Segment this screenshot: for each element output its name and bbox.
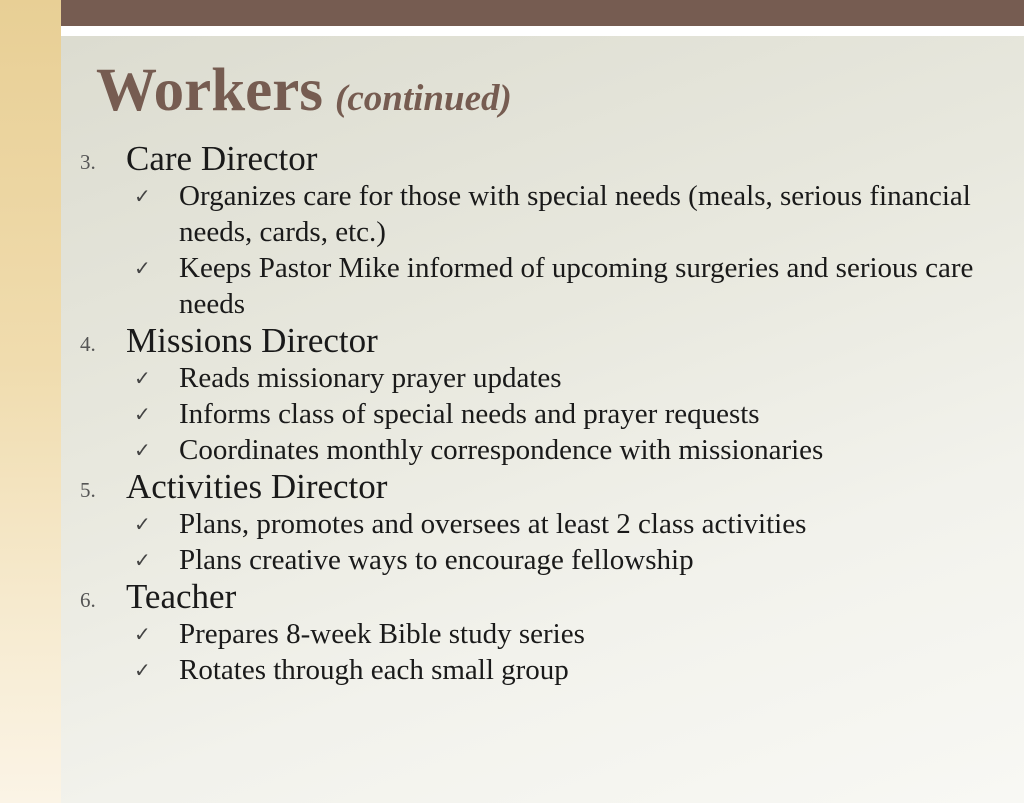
section-heading: Care Director — [126, 139, 318, 178]
bullet-text: Informs class of special needs and prayer requests — [179, 398, 760, 430]
bullet-text: Organizes care for those with special needs (meals, serious financial needs, cards, etc.) — [179, 180, 971, 248]
checkmark-icon: ✓ — [134, 622, 151, 646]
section-number: 6. — [80, 588, 96, 612]
checkmark-icon: ✓ — [134, 438, 151, 462]
title-text: Workers — [96, 57, 324, 124]
checkmark-icon: ✓ — [134, 512, 151, 536]
title-subtitle: (continued) — [335, 78, 512, 119]
bullet-text: Rotates through each small group — [179, 654, 569, 686]
section-care-director — [80, 140, 1010, 178]
checkmark-icon: ✓ — [134, 184, 151, 208]
bullet-item — [80, 250, 1010, 322]
section-number: 4. — [80, 332, 96, 356]
bullet-item — [80, 360, 1010, 396]
bullet-text: Coordinates monthly correspondence with missionaries — [179, 434, 824, 466]
bullet-item — [80, 652, 1010, 688]
bullet-text: Keeps Pastor Mike informed of upcoming surgeries and serious care needs — [179, 252, 974, 320]
section-number: 5. — [80, 478, 96, 502]
bullet-item — [80, 542, 1010, 578]
section-number: 3. — [80, 150, 96, 174]
bullet-text: Plans creative ways to encourage fellowship — [179, 544, 694, 576]
section-heading: Activities Director — [126, 467, 388, 506]
section-activities-director — [80, 468, 1010, 506]
checkmark-icon: ✓ — [134, 366, 151, 390]
checkmark-icon: ✓ — [134, 256, 151, 280]
top-header-bar — [61, 0, 1024, 26]
checkmark-icon: ✓ — [134, 402, 151, 426]
checkmark-icon: ✓ — [134, 658, 151, 682]
slide-title — [96, 57, 512, 124]
bullet-text: Reads missionary prayer updates — [179, 362, 562, 394]
checkmark-icon: ✓ — [134, 548, 151, 572]
bullet-item — [80, 396, 1010, 432]
bullet-item — [80, 432, 1010, 468]
section-heading: Missions Director — [126, 321, 378, 360]
left-accent-bar — [0, 0, 61, 803]
section-heading: Teacher — [126, 577, 237, 616]
section-teacher — [80, 578, 1010, 616]
bullet-item — [80, 616, 1010, 652]
slide-body — [80, 140, 1010, 688]
section-missions-director — [80, 322, 1010, 360]
bullet-item — [80, 178, 1010, 250]
bullet-text: Prepares 8-week Bible study series — [179, 618, 585, 650]
header-divider — [61, 26, 1024, 36]
bullet-item — [80, 506, 1010, 542]
bullet-text: Plans, promotes and oversees at least 2 class activities — [179, 508, 807, 540]
